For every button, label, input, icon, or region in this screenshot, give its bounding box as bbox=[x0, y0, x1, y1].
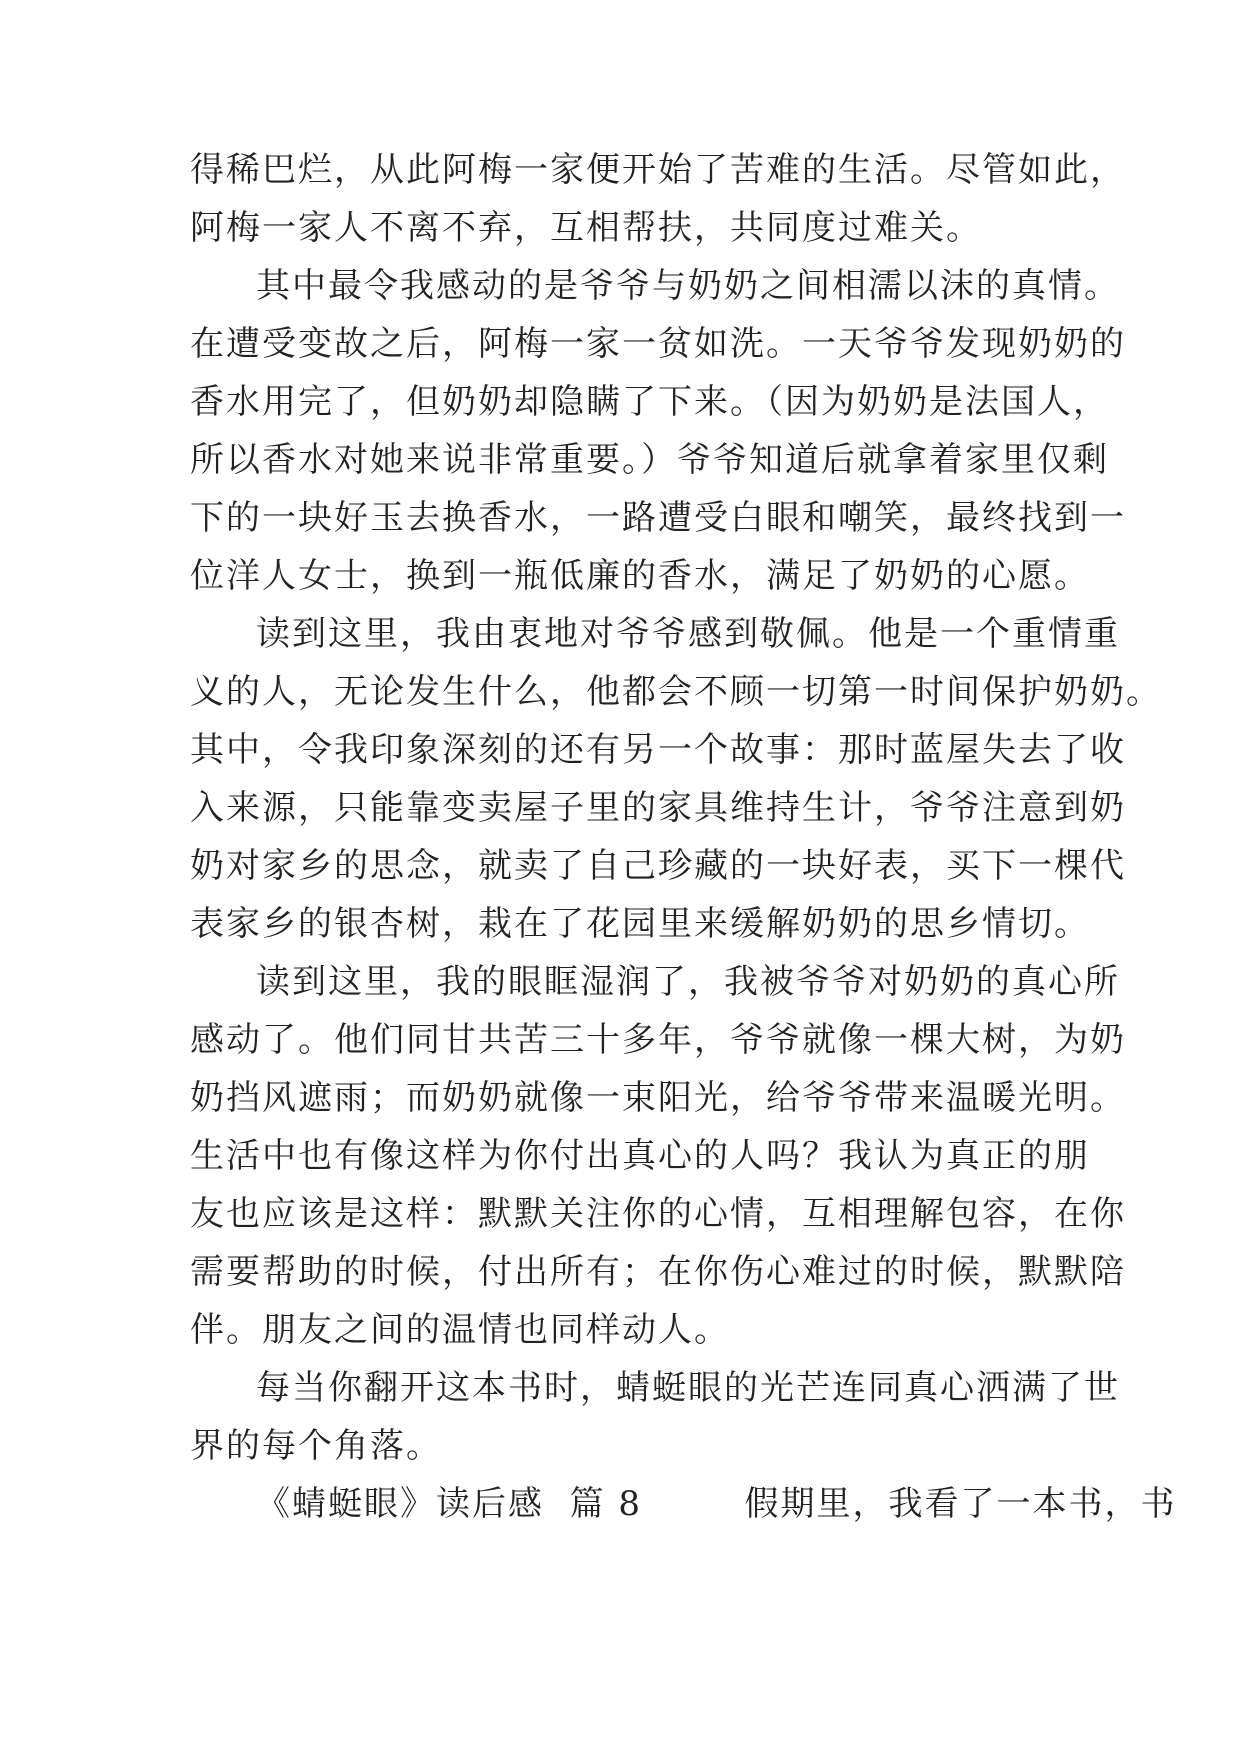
text-line: 下的一块好玉去换香水，一路遭受白眼和嘲笑，最终找到一 bbox=[190, 498, 1126, 538]
text-line: 其中，令我印象深刻的还有另一个故事：那时蓝屋失去了收 bbox=[190, 730, 1126, 770]
text-line: 奶对家乡的思念，就卖了自己珍藏的一块好表，买下一棵代 bbox=[190, 846, 1126, 886]
text-line: 义的人，无论发生什么，他都会不顾一切第一时间保护奶奶。 bbox=[190, 672, 1162, 712]
text-line: 感动了。他们同甘共苦三十多年，爷爷就像一棵大树，为奶 bbox=[190, 1020, 1126, 1060]
paragraph-start-line: 读到这里，我由衷地对爷爷感到敬佩。他是一个重情重 bbox=[256, 614, 1120, 654]
text-line: 阿梅一家人不离不弃，互相帮扶，共同度过难关。 bbox=[190, 208, 982, 248]
text-line: 生活中也有像这样为你付出真心的人吗？我认为真正的朋 bbox=[190, 1136, 1090, 1176]
paragraph-start-line: 其中最令我感动的是爷爷与奶奶之间相濡以沫的真情。 bbox=[256, 266, 1120, 306]
text-line: 需要帮助的时候，付出所有；在你伤心难过的时候，默默陪 bbox=[190, 1252, 1126, 1292]
paragraph-start-line: 每当你翻开这本书时，蜻蜓眼的光芒连同真心洒满了世 bbox=[256, 1368, 1120, 1408]
text-line: 香水用完了，但奶奶却隐瞒了下来。（因为奶奶是法国人， bbox=[190, 382, 1109, 422]
text-line: 表家乡的银杏树，栽在了花园里来缓解奶奶的思乡情切。 bbox=[190, 904, 1090, 944]
text-line: 奶挡风遮雨；而奶奶就像一束阳光，给爷爷带来温暖光明。 bbox=[190, 1078, 1126, 1118]
text-line: 入来源，只能靠变卖屋子里的家具维持生计，爷爷注意到奶 bbox=[190, 788, 1126, 828]
text-line: 界的每个角落。 bbox=[190, 1426, 442, 1466]
text-line: 所以香水对她来说非常重要。）爷爷知道后就拿着家里仅剩 bbox=[190, 440, 1109, 480]
paragraph-start-line: 读到这里，我的眼眶湿润了，我被爷爷对奶奶的真心所 bbox=[256, 962, 1120, 1002]
text-line: 位洋人女士，换到一瓶低廉的香水，满足了奶奶的心愿。 bbox=[190, 556, 1090, 596]
text-line: 在遭受变故之后，阿梅一家一贫如洗。一天爷爷发现奶奶的 bbox=[190, 324, 1126, 364]
text-line: 伴。朋友之间的温情也同样动人。 bbox=[190, 1310, 730, 1350]
text-line: 友也应该是这样：默默关注你的心情，互相理解包容，在你 bbox=[190, 1194, 1126, 1234]
section-heading-line: 《蜻蜓眼》读后感 篇 8 假期里，我看了一本书，书 bbox=[256, 1484, 1177, 1524]
text-line: 得稀巴烂，从此阿梅一家便开始了苦难的生活。尽管如此， bbox=[190, 150, 1126, 190]
